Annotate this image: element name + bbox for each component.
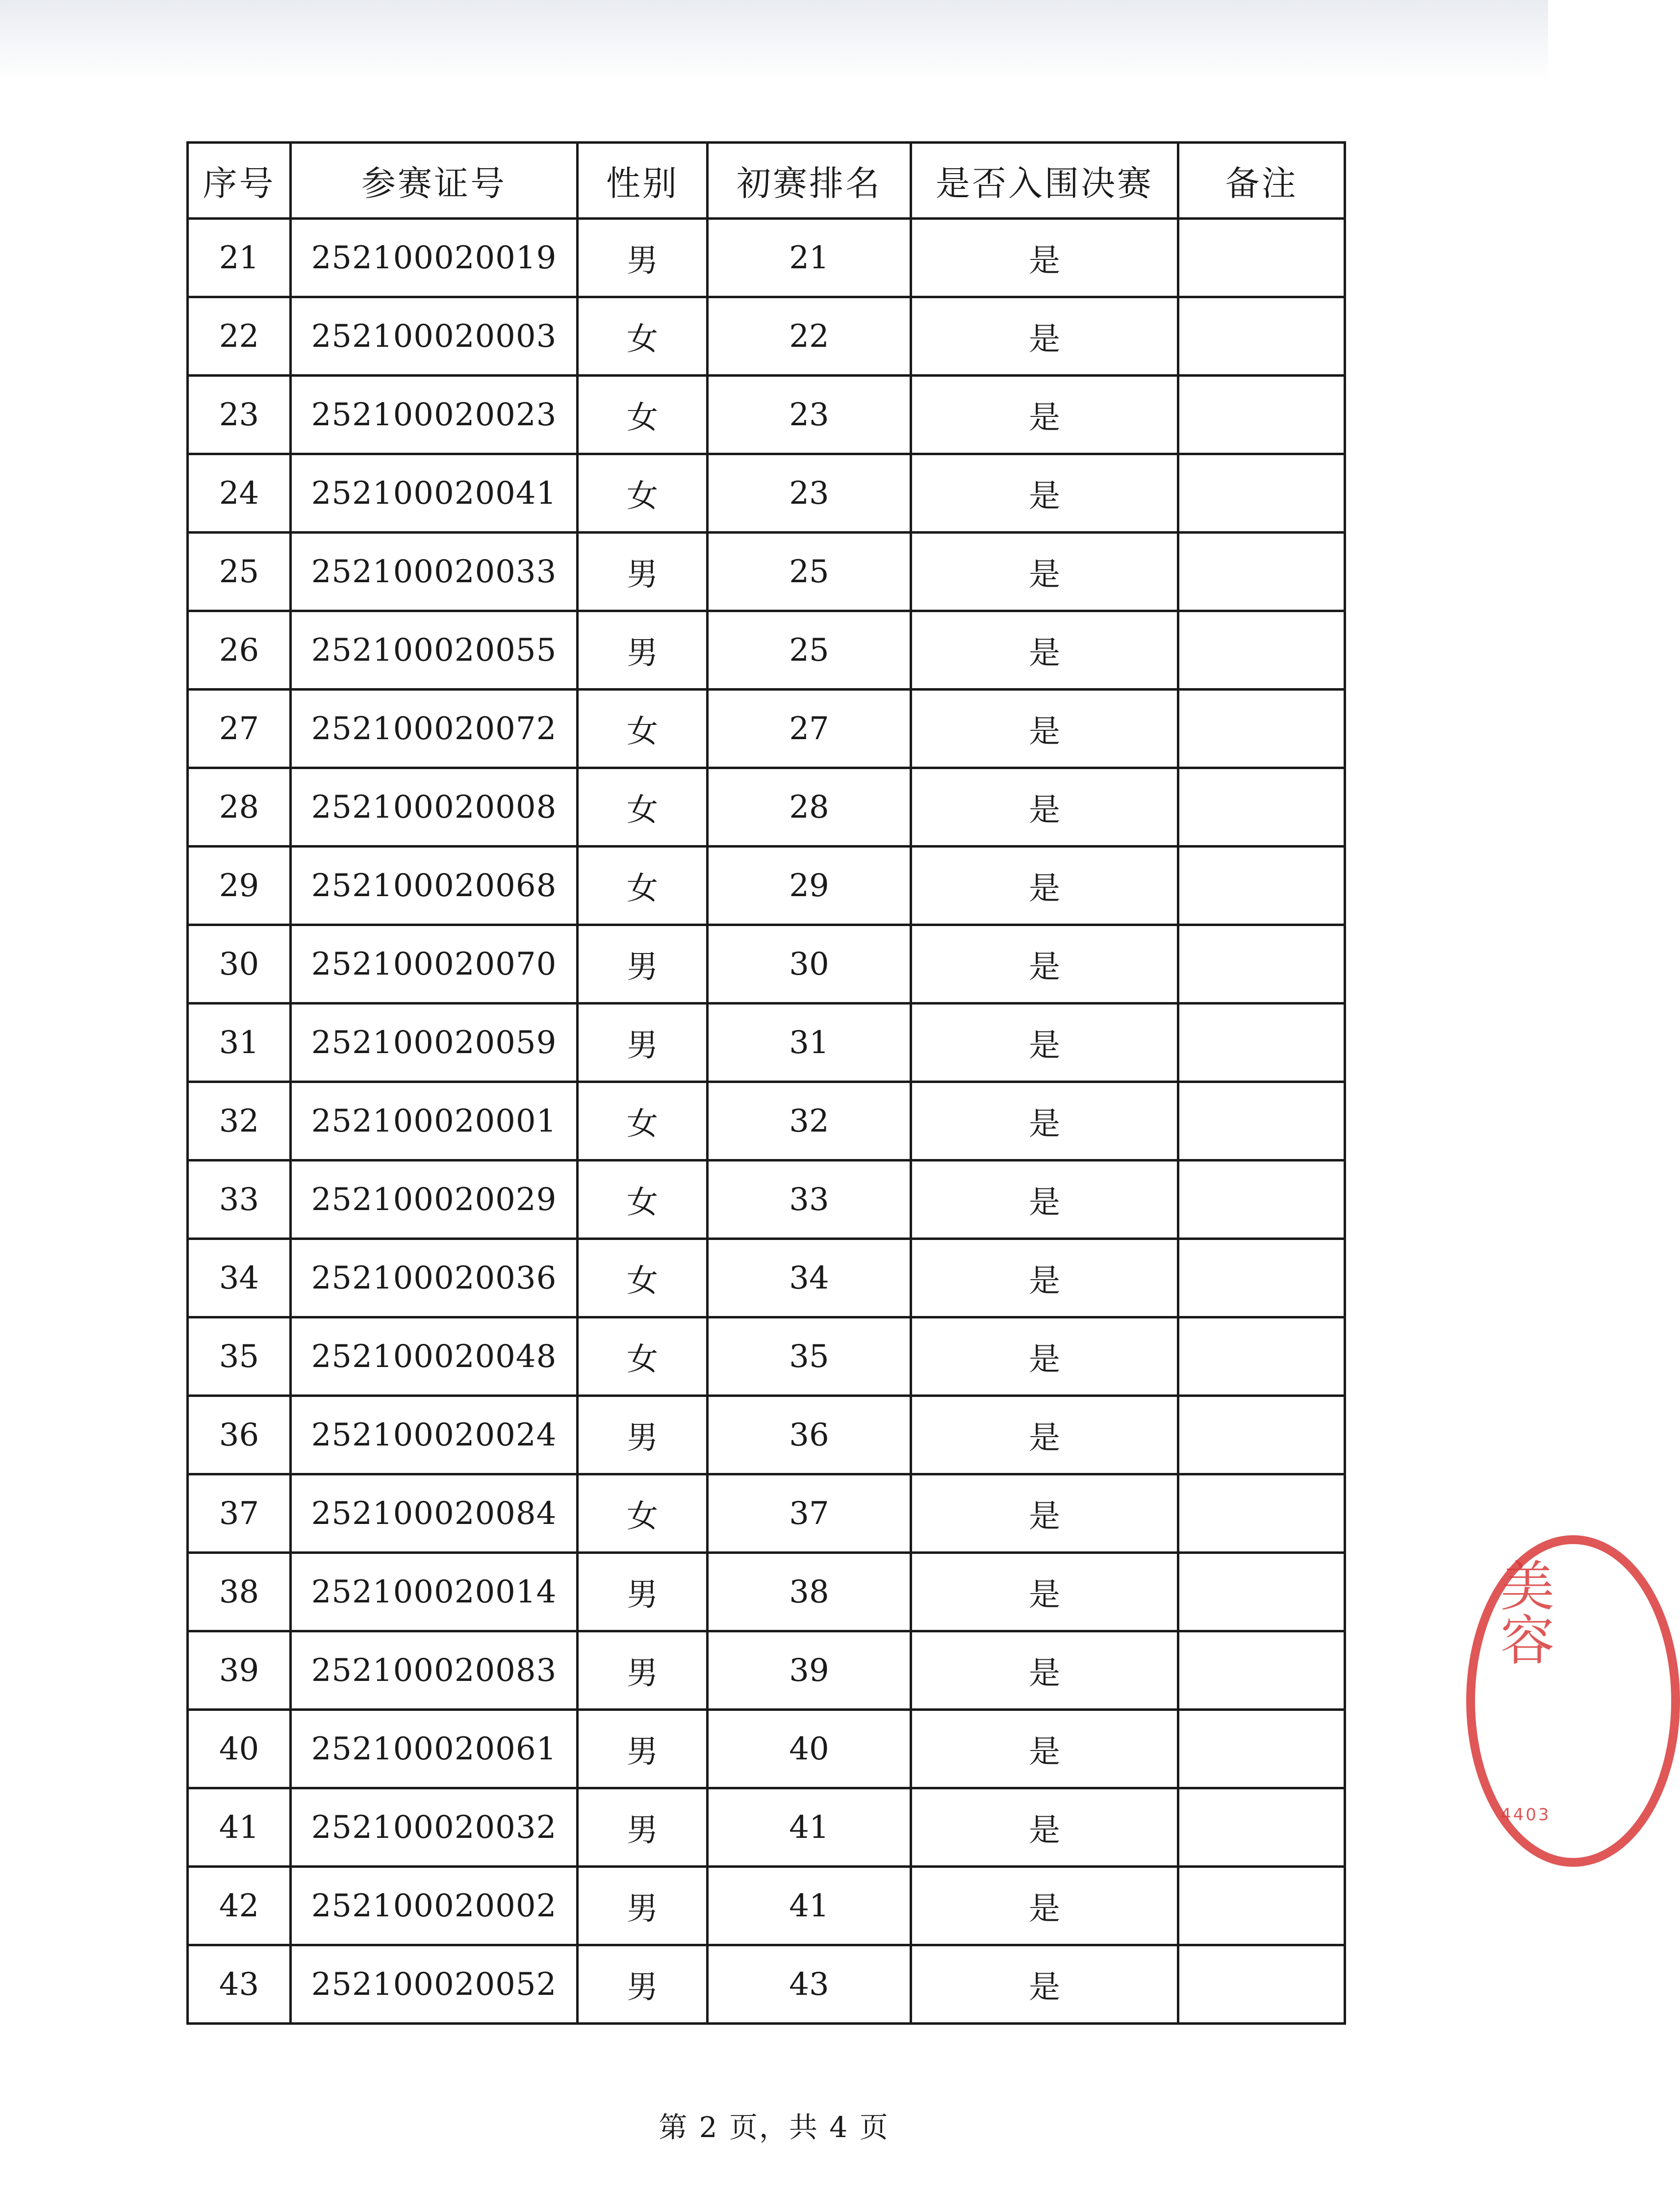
- table-header-row: [188, 143, 1345, 219]
- cell-seq: 36: [188, 1396, 291, 1474]
- cell-remarks: [1178, 1082, 1345, 1160]
- cell-prelim-rank: 34: [708, 1239, 911, 1317]
- cell-finalist: 是: [911, 1082, 1178, 1160]
- cell-gender: 女: [578, 1239, 708, 1317]
- cell-remarks: [1178, 1788, 1345, 1867]
- cell-gender: 男: [578, 925, 708, 1004]
- cell-entry-id: 252100020084: [291, 1474, 578, 1553]
- cell-gender: 男: [578, 533, 708, 611]
- table-row: [188, 847, 1345, 925]
- cell-finalist: 是: [911, 1396, 1178, 1474]
- cell-finalist: 是: [911, 533, 1178, 611]
- cell-entry-id: 252100020070: [291, 925, 578, 1004]
- table-row: [188, 1004, 1345, 1082]
- cell-finalist: 是: [911, 925, 1178, 1004]
- cell-gender: 男: [578, 1867, 708, 1945]
- cell-entry-id: 252100020029: [291, 1160, 578, 1239]
- cell-remarks: [1178, 768, 1345, 847]
- header-entry-id: 参赛证号: [291, 143, 578, 219]
- cell-remarks: [1178, 533, 1345, 611]
- cell-gender: 男: [578, 1710, 708, 1788]
- seal-digits: 4403: [1501, 1805, 1551, 1825]
- cell-finalist: 是: [911, 376, 1178, 454]
- table-row: [188, 454, 1345, 533]
- cell-entry-id: 252100020033: [291, 533, 578, 611]
- cell-seq: 26: [188, 611, 291, 690]
- cell-entry-id: 252100020014: [291, 1553, 578, 1631]
- header-finalist: 是否入围决赛: [911, 143, 1178, 219]
- cell-prelim-rank: 21: [708, 219, 911, 297]
- cell-seq: 28: [188, 768, 291, 847]
- cell-seq: 38: [188, 1553, 291, 1631]
- cell-seq: 24: [188, 454, 291, 533]
- page-number: 第 2 页，共 4 页: [659, 2111, 890, 2144]
- cell-seq: 35: [188, 1317, 291, 1396]
- table-row: [188, 1396, 1345, 1474]
- cell-remarks: [1178, 1160, 1345, 1239]
- header-gender: 性别: [578, 143, 708, 219]
- cell-gender: 男: [578, 1788, 708, 1867]
- cell-prelim-rank: 27: [708, 690, 911, 768]
- official-seal: [1466, 1535, 1680, 1867]
- cell-finalist: 是: [911, 297, 1178, 376]
- cell-finalist: 是: [911, 1553, 1178, 1631]
- cell-gender: 女: [578, 454, 708, 533]
- cell-remarks: [1178, 1710, 1345, 1788]
- cell-finalist: 是: [911, 690, 1178, 768]
- cell-seq: 29: [188, 847, 291, 925]
- table-row: [188, 376, 1345, 454]
- cell-gender: 女: [578, 847, 708, 925]
- cell-entry-id: 252100020072: [291, 690, 578, 768]
- cell-seq: 32: [188, 1082, 291, 1160]
- table-row: [188, 925, 1345, 1004]
- table-row: [188, 1788, 1345, 1867]
- cell-prelim-rank: 29: [708, 847, 911, 925]
- cell-remarks: [1178, 847, 1345, 925]
- cell-seq: 22: [188, 297, 291, 376]
- cell-prelim-rank: 40: [708, 1710, 911, 1788]
- table-row: [188, 1239, 1345, 1317]
- cell-entry-id: 252100020041: [291, 454, 578, 533]
- cell-gender: 女: [578, 1474, 708, 1553]
- cell-prelim-rank: 41: [708, 1867, 911, 1945]
- cell-finalist: 是: [911, 611, 1178, 690]
- cell-seq: 25: [188, 533, 291, 611]
- seal-text: 美容: [1501, 1555, 1554, 1672]
- table-row: [188, 690, 1345, 768]
- cell-seq: 34: [188, 1239, 291, 1317]
- table-row: [188, 1553, 1345, 1631]
- table-row: [188, 219, 1345, 297]
- cell-finalist: 是: [911, 768, 1178, 847]
- cell-remarks: [1178, 454, 1345, 533]
- cell-gender: 女: [578, 1317, 708, 1396]
- cell-finalist: 是: [911, 1239, 1178, 1317]
- cell-seq: 33: [188, 1160, 291, 1239]
- cell-remarks: [1178, 925, 1345, 1004]
- cell-prelim-rank: 32: [708, 1082, 911, 1160]
- scan-top-shade: [0, 0, 1548, 83]
- cell-prelim-rank: 23: [708, 454, 911, 533]
- cell-gender: 男: [578, 1945, 708, 2024]
- cell-remarks: [1178, 690, 1345, 768]
- cell-gender: 男: [578, 1553, 708, 1631]
- cell-remarks: [1178, 297, 1345, 376]
- cell-seq: 43: [188, 1945, 291, 2024]
- cell-remarks: [1178, 1396, 1345, 1474]
- header-seq: 序号: [188, 143, 291, 219]
- cell-entry-id: 252100020052: [291, 1945, 578, 2024]
- cell-seq: 31: [188, 1004, 291, 1082]
- results-sheet: [186, 141, 1344, 2025]
- cell-gender: 男: [578, 1396, 708, 1474]
- cell-entry-id: 252100020019: [291, 219, 578, 297]
- cell-finalist: 是: [911, 1004, 1178, 1082]
- cell-seq: 27: [188, 690, 291, 768]
- cell-seq: 42: [188, 1867, 291, 1945]
- cell-prelim-rank: 23: [708, 376, 911, 454]
- table-row: [188, 533, 1345, 611]
- results-table: [186, 141, 1346, 2025]
- cell-seq: 23: [188, 376, 291, 454]
- cell-remarks: [1178, 1553, 1345, 1631]
- cell-gender: 女: [578, 768, 708, 847]
- table-row: [188, 1082, 1345, 1160]
- cell-finalist: 是: [911, 1317, 1178, 1396]
- cell-finalist: 是: [911, 1945, 1178, 2024]
- cell-remarks: [1178, 1239, 1345, 1317]
- cell-seq: 39: [188, 1631, 291, 1710]
- cell-entry-id: 252100020059: [291, 1004, 578, 1082]
- cell-seq: 40: [188, 1710, 291, 1788]
- cell-finalist: 是: [911, 1160, 1178, 1239]
- cell-prelim-rank: 41: [708, 1788, 911, 1867]
- cell-remarks: [1178, 1004, 1345, 1082]
- cell-seq: 37: [188, 1474, 291, 1553]
- cell-finalist: 是: [911, 1867, 1178, 1945]
- cell-finalist: 是: [911, 1474, 1178, 1553]
- cell-gender: 男: [578, 611, 708, 690]
- cell-prelim-rank: 43: [708, 1945, 911, 2024]
- cell-remarks: [1178, 1945, 1345, 2024]
- cell-finalist: 是: [911, 1710, 1178, 1788]
- cell-entry-id: 252100020003: [291, 297, 578, 376]
- table-row: [188, 1160, 1345, 1239]
- cell-entry-id: 252100020055: [291, 611, 578, 690]
- cell-finalist: 是: [911, 1631, 1178, 1710]
- cell-entry-id: 252100020032: [291, 1788, 578, 1867]
- cell-remarks: [1178, 1631, 1345, 1710]
- cell-seq: 30: [188, 925, 291, 1004]
- cell-gender: 男: [578, 219, 708, 297]
- cell-prelim-rank: 37: [708, 1474, 911, 1553]
- cell-finalist: 是: [911, 219, 1178, 297]
- cell-prelim-rank: 31: [708, 1004, 911, 1082]
- cell-prelim-rank: 36: [708, 1396, 911, 1474]
- table-row: [188, 1317, 1345, 1396]
- table-row: [188, 611, 1345, 690]
- cell-gender: 女: [578, 1082, 708, 1160]
- header-prelim-rank: 初赛排名: [708, 143, 911, 219]
- header-remarks: 备注: [1178, 143, 1345, 219]
- cell-remarks: [1178, 1867, 1345, 1945]
- table-row: [188, 1867, 1345, 1945]
- cell-seq: 21: [188, 219, 291, 297]
- cell-prelim-rank: 39: [708, 1631, 911, 1710]
- cell-entry-id: 252100020068: [291, 847, 578, 925]
- cell-entry-id: 252100020023: [291, 376, 578, 454]
- cell-prelim-rank: 35: [708, 1317, 911, 1396]
- cell-prelim-rank: 38: [708, 1553, 911, 1631]
- cell-prelim-rank: 33: [708, 1160, 911, 1239]
- cell-entry-id: 252100020061: [291, 1710, 578, 1788]
- cell-remarks: [1178, 611, 1345, 690]
- cell-prelim-rank: 28: [708, 768, 911, 847]
- cell-entry-id: 252100020024: [291, 1396, 578, 1474]
- cell-finalist: 是: [911, 1788, 1178, 1867]
- cell-entry-id: 252100020008: [291, 768, 578, 847]
- cell-gender: 男: [578, 1004, 708, 1082]
- cell-gender: 男: [578, 1631, 708, 1710]
- cell-entry-id: 252100020002: [291, 1867, 578, 1945]
- cell-finalist: 是: [911, 454, 1178, 533]
- cell-seq: 41: [188, 1788, 291, 1867]
- cell-gender: 女: [578, 1160, 708, 1239]
- cell-remarks: [1178, 1317, 1345, 1396]
- cell-remarks: [1178, 219, 1345, 297]
- table-row: [188, 768, 1345, 847]
- table-row: [188, 297, 1345, 376]
- cell-prelim-rank: 30: [708, 925, 911, 1004]
- table-row: [188, 1710, 1345, 1788]
- cell-prelim-rank: 22: [708, 297, 911, 376]
- cell-entry-id: 252100020083: [291, 1631, 578, 1710]
- cell-prelim-rank: 25: [708, 611, 911, 690]
- cell-entry-id: 252100020001: [291, 1082, 578, 1160]
- cell-finalist: 是: [911, 847, 1178, 925]
- table-row: [188, 1945, 1345, 2024]
- table-row: [188, 1474, 1345, 1553]
- cell-gender: 女: [578, 376, 708, 454]
- cell-gender: 女: [578, 690, 708, 768]
- cell-remarks: [1178, 376, 1345, 454]
- table-body: [188, 219, 1345, 2024]
- cell-gender: 女: [578, 297, 708, 376]
- cell-prelim-rank: 25: [708, 533, 911, 611]
- cell-remarks: [1178, 1474, 1345, 1553]
- table-row: [188, 1631, 1345, 1710]
- cell-entry-id: 252100020036: [291, 1239, 578, 1317]
- cell-entry-id: 252100020048: [291, 1317, 578, 1396]
